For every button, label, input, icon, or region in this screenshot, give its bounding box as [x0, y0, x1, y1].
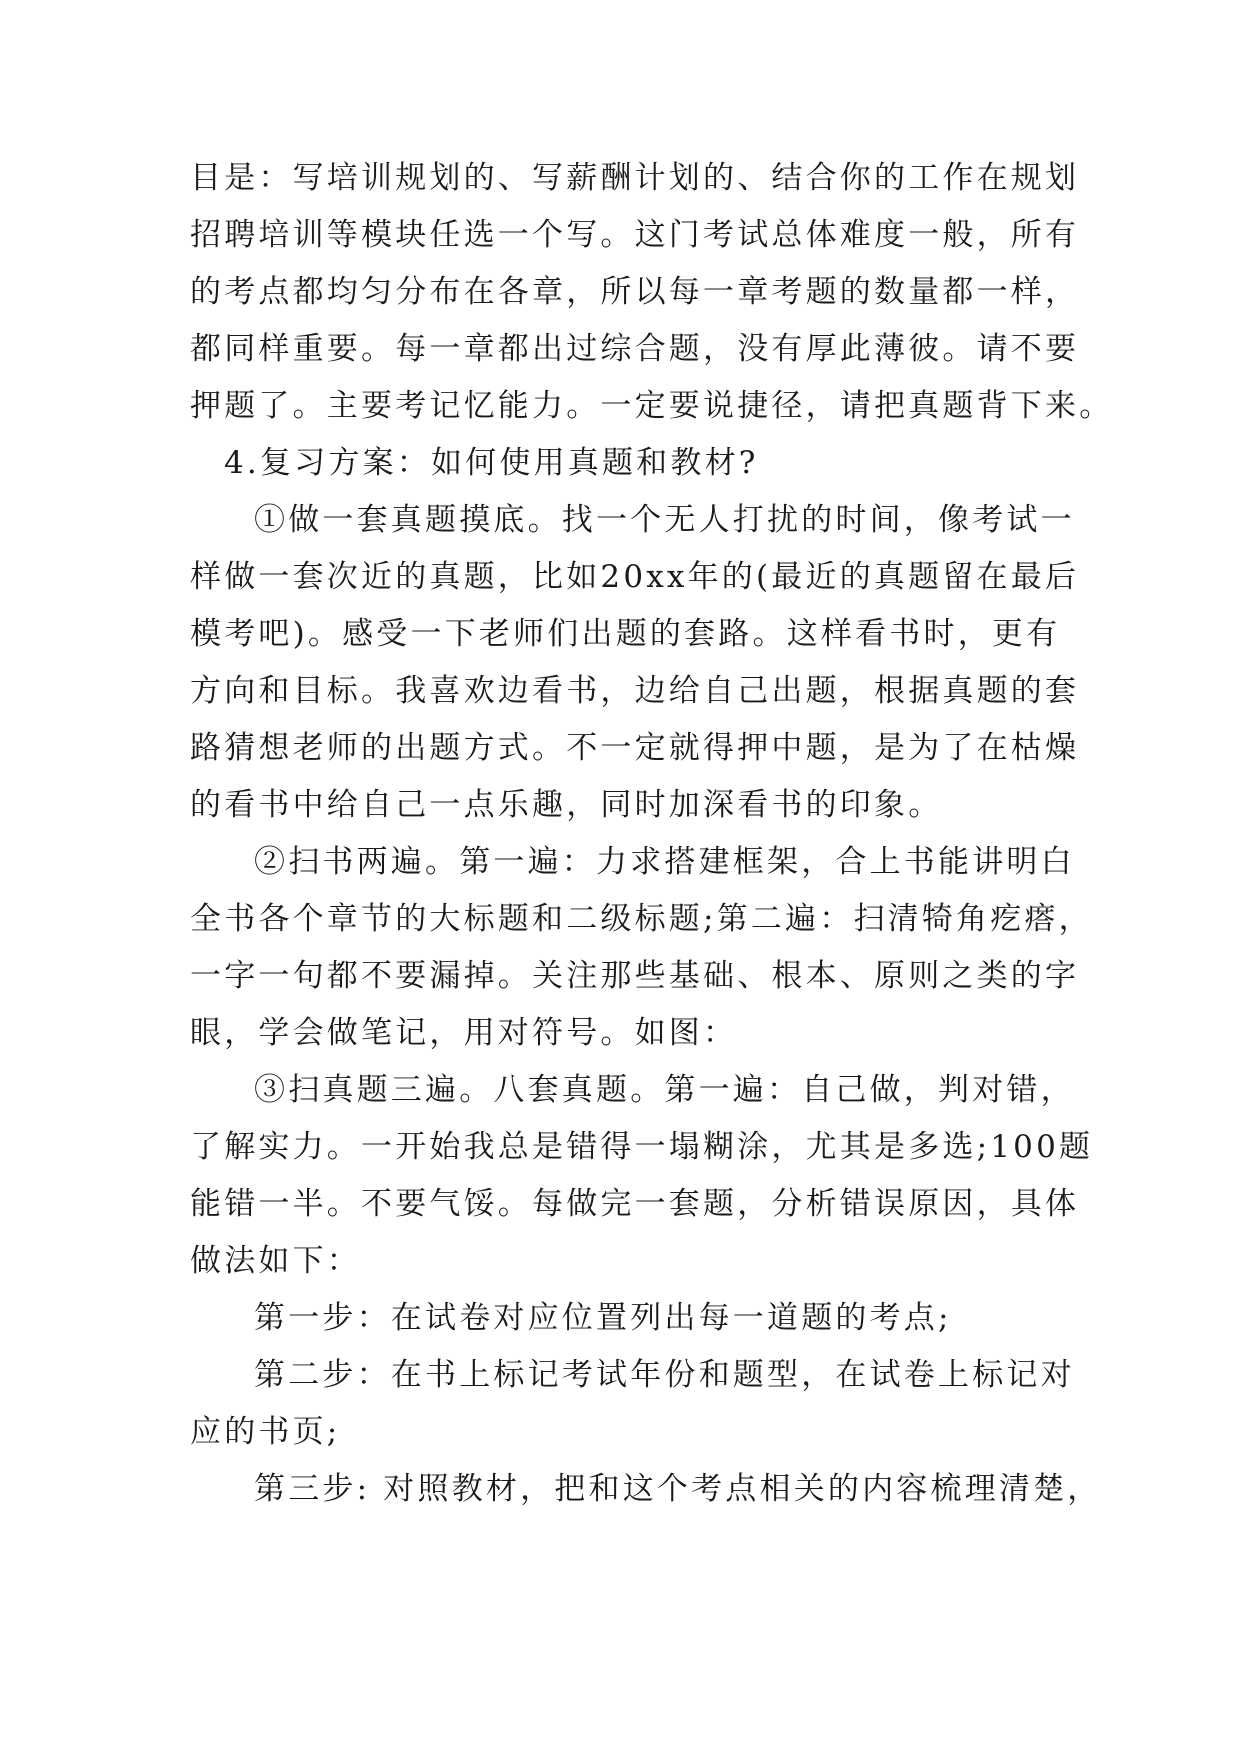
text-line: 目是：写培训规划的、写薪酬计划的、结合你的工作在规划: [190, 160, 1080, 196]
text-line: 路猜想老师的出题方式。不一定就得押中题，是为了在枯燥: [190, 730, 1080, 766]
text-line: 了解实力。一开始我总是错得一塌糊涂，尤其是多选;100题: [190, 1129, 1094, 1165]
text-line: ②扫书两遍。第一遍：力求搭建框架，合上书能讲明白: [254, 844, 1075, 880]
text-line: 第一步：在试卷对应位置列出每一道题的考点;: [254, 1300, 952, 1336]
text-line: 模考吧)。感受一下老师们出题的套路。这样看书时，更有: [190, 616, 1061, 652]
text-line: 第三步: 对照教材，把和这个考点相关的内容梳理清楚，: [254, 1471, 1102, 1507]
text-line: 的看书中给自己一点乐趣，同时加深看书的印象。: [190, 787, 943, 823]
section-heading: 4.复习方案：如何使用真题和教材?: [224, 445, 759, 481]
text-line: 应的书页;: [190, 1414, 341, 1450]
text-line: 的考点都均匀分布在各章，所以每一章考题的数量都一样，: [190, 274, 1080, 310]
text-line: 第二步：在书上标记考试年份和题型，在试卷上标记对: [254, 1357, 1075, 1393]
text-line: 方向和目标。我喜欢边看书，边给自己出题，根据真题的套: [190, 673, 1080, 709]
text-line: 全书各个章节的大标题和二级标题;第二遍：扫清犄角疙瘩，: [190, 901, 1093, 937]
text-line: 样做一套次近的真题，比如20xx年的(最近的真题留在最后: [190, 559, 1080, 595]
text-line: 眼，学会做笔记，用对符号。如图：: [190, 1015, 738, 1051]
text-line: 能错一半。不要气馁。每做完一套题，分析错误原因，具体: [190, 1186, 1080, 1222]
text-line: ③扫真题三遍。八套真题。第一遍：自己做，判对错，: [254, 1072, 1075, 1108]
text-line: 做法如下：: [190, 1243, 361, 1279]
text-line: ①做一套真题摸底。找一个无人打扰的时间，像考试一: [254, 502, 1075, 538]
text-line: 一字一句都不要漏掉。关注那些基础、根本、原则之类的字: [190, 958, 1080, 994]
text-line: 都同样重要。每一章都出过综合题，没有厚此薄彼。请不要: [190, 331, 1080, 367]
text-line: 押题了。主要考记忆能力。一定要说捷径，请把真题背下来。: [190, 388, 1114, 424]
text-line: 招聘培训等模块任选一个写。这门考试总体难度一般，所有: [190, 217, 1080, 253]
